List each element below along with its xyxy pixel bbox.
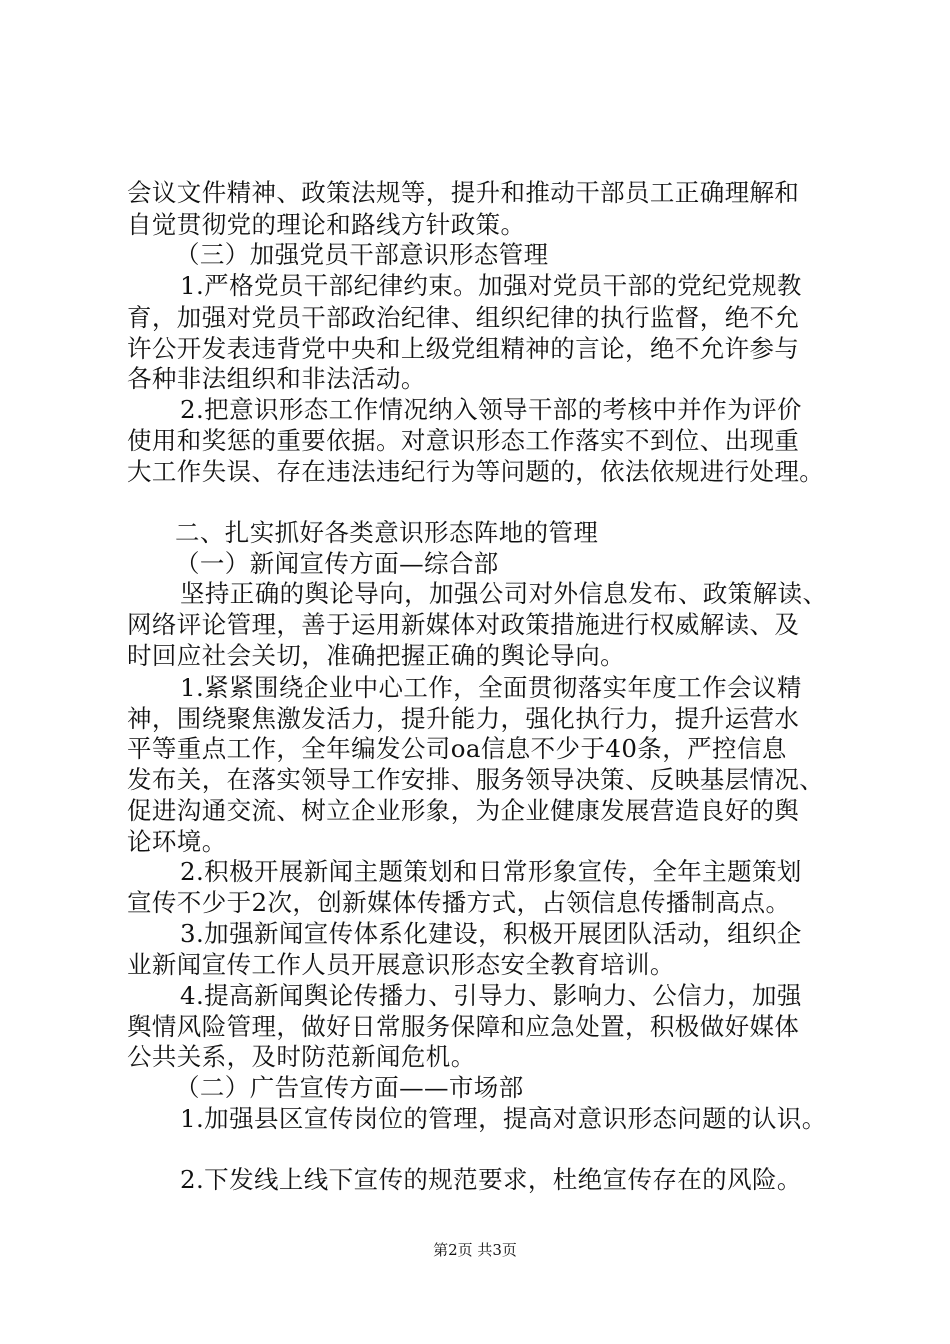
text-line: 1.严格党员干部纪律约束。加强对党员干部的党纪党规教 xyxy=(180,271,802,300)
section-heading: 二、扎实抓好各类意识形态阵地的管理 xyxy=(175,518,599,547)
text-line: 1.紧紧围绕企业中心工作，全面贯彻落实年度工作会议精 xyxy=(180,673,802,702)
text-line: 3.加强新闻宣传体系化建设，积极开展团队活动，组织企 xyxy=(180,919,802,948)
text-line: 舆情风险管理，做好日常服务保障和应急处置，积极做好媒体 xyxy=(127,1012,800,1041)
text-line: 论环境。 xyxy=(127,827,227,856)
subsection-heading: （一）新闻宣传方面—综合部 xyxy=(175,549,499,578)
text-line: 发布关，在落实领导工作安排、服务领导决策、反映基层情况、 xyxy=(127,765,825,794)
text-line: 1.加强县区宣传岗位的管理，提高对意识形态问题的认识。 xyxy=(180,1104,827,1133)
text-line: 使用和奖惩的重要依据。对意识形态工作落实不到位、出现重 xyxy=(127,426,800,455)
text-line: 业新闻宣传工作人员开展意识形态安全教育培训。 xyxy=(127,950,675,979)
text-line: 坚持正确的舆论导向，加强公司对外信息发布、政策解读、 xyxy=(180,579,828,608)
text-line: 宣传不少于2次，创新媒体传播方式，占领信息传播制高点。 xyxy=(127,888,791,917)
text-line: 许公开发表违背党中央和上级党组精神的言论，绝不允许参与 xyxy=(127,334,800,363)
section-heading: （三）加强党员干部意识形态管理 xyxy=(175,240,549,269)
subsection-heading: （二）广告宣传方面——市场部 xyxy=(175,1073,524,1102)
text-line: 2.积极开展新闻主题策划和日常形象宣传，全年主题策划 xyxy=(180,857,802,886)
text-line: 网络评论管理，善于运用新媒体对政策措施进行权威解读、及 xyxy=(127,610,800,639)
text-line: 2.把意识形态工作情况纳入领导干部的考核中并作为评价 xyxy=(180,395,802,424)
text-line: 4.提高新闻舆论传播力、引导力、影响力、公信力，加强 xyxy=(180,981,802,1010)
page-number: 第2页 共3页 xyxy=(433,1241,517,1259)
text-line: 时回应社会关切，准确把握正确的舆论导向。 xyxy=(127,641,625,670)
text-line: 大工作失误、存在违法违纪行为等问题的，依法依规进行处理。 xyxy=(127,457,825,486)
text-line: 2.下发线上线下宣传的规范要求，杜绝宣传存在的风险。 xyxy=(180,1165,802,1194)
text-line: 会议文件精神、政策法规等，提升和推动干部员工正确理解和 xyxy=(127,178,800,207)
text-line: 自觉贯彻党的理论和路线方针政策。 xyxy=(127,210,526,239)
text-line: 各种非法组织和非法活动。 xyxy=(127,364,426,393)
text-line: 育，加强对党员干部政治纪律、组织纪律的执行监督，绝不允 xyxy=(127,303,800,332)
text-line: 促进沟通交流、树立企业形象，为企业健康发展营造良好的舆 xyxy=(127,796,800,825)
text-line: 神，围绕聚焦激发活力，提升能力，强化执行力，提升运营水 xyxy=(127,704,800,733)
text-line: 平等重点工作，全年编发公司oa信息不少于40条，严控信息 xyxy=(127,734,787,763)
text-line: 公共关系，及时防范新闻危机。 xyxy=(127,1042,476,1071)
